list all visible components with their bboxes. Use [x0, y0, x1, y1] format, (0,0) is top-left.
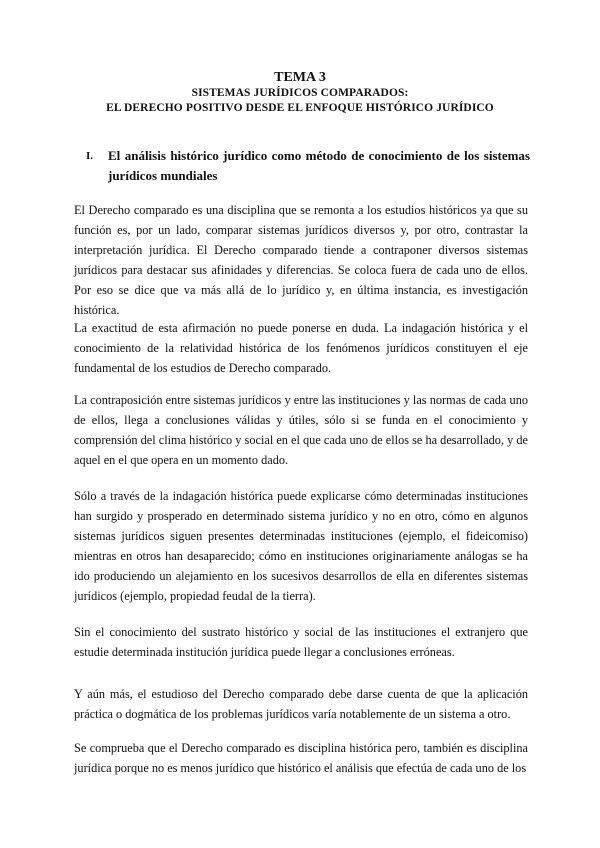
subtitle-line-2: EL DERECHO POSITIVO DESDE EL ENFOQUE HISTÓRICO JURÍDICO: [106, 102, 494, 114]
title-block: [60, 70, 540, 116]
section-heading: [86, 146, 530, 186]
section-number: I.: [86, 150, 94, 162]
paragraph-6: Y aún más, el estudioso del Derecho comparado debe darse cuenta de que la aplicación práctica o dogmática de los problemas jurídicos varía notablemente de un sistema a otro.: [74, 687, 528, 721]
tema-title: TEMA 3: [274, 70, 326, 85]
paragraph-7: Se comprueba que el Derecho comparado es disciplina histórica pero, también es disciplina jurídica porque no es menos jurídico que histórico el análisis que efectúa de cada uno de los: [74, 741, 528, 775]
paragraph-1: El Derecho comparado es una disciplina que se remonta a los estudios históricos ya que su función es, por un lado, comparar sistemas jurídicos diversos y, por otro, contrastar la interpretación jurídica. El Derecho comparado tiende a contraponer diversos sistemas jurídicos para destacar sus afinidades y diferencias. Se coloca fuera de cada uno de ellos. Por eso se dice que va más allá de lo jurídico y, en última instancia, es investigación histórica.: [74, 203, 528, 317]
section-title: El análisis histórico jurídico como método de conocimiento de los sistemas jurídicos mundiales: [108, 148, 530, 183]
paragraph-2: La exactitud de esta afirmación no puede ponerse en duda. La indagación histórica y el conocimiento de la relatividad histórica de los fenómenos jurídicos constituyen el eje fundamental de los estudios de Derecho comparado.: [74, 321, 528, 375]
subtitle-line-1: SISTEMAS JURÍDICOS COMPARADOS:: [191, 87, 409, 99]
paragraph-4: Sólo a través de la indagación histórica puede explicarse cómo determinadas instituciones han surgido y prosperado en determinado sistema jurídico y no en otro, cómo en algunos sistemas jurídicos siguen presentes determinadas instituciones (ejemplo, el fideicomiso) mientras en otros han desaparecido; cómo en instituciones originariamente análogas se ha ido produciendo un alejamiento en los sucesivos desarrollos de ella en diferentes sistemas jurídicos (ejemplo, propiedad feudal de la tierra).: [74, 489, 528, 603]
paragraph-5: Sin el conocimiento del sustrato histórico y social de las instituciones el extranjero que estudie determinada institución jurídica puede llegar a conclusiones erróneas.: [74, 625, 528, 659]
paragraph-3: La contraposición entre sistemas jurídicos y entre las instituciones y las normas de cada uno de ellos, llega a conclusiones válidas y útiles, sólo si se funda en el conocimiento y comprensión del clima histórico y social en el que cada uno de ellos se ha desarrollado, y de aquel en el que opera en un momento dado.: [74, 393, 528, 467]
